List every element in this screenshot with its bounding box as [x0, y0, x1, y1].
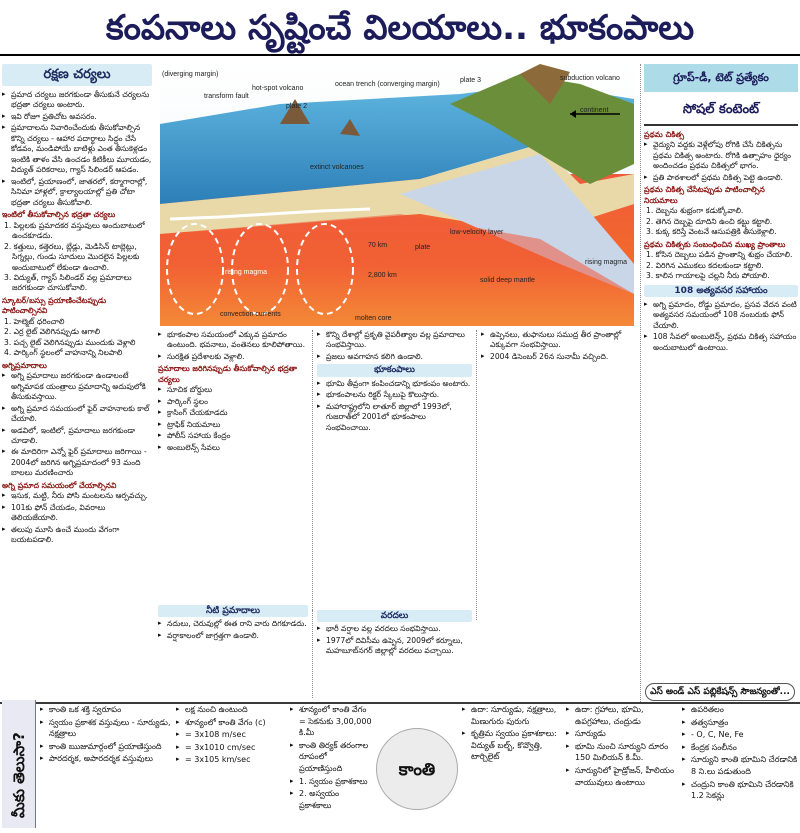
fact-item: ▸ ఉదా: గ్రహాలు, భూమి, ఉపగ్రహాలు, చంద్రుడు: [566, 704, 678, 727]
bullet-item: ▸ తలుపు మూసి ఉంచే ముందు వేగంగా బయటపడాలి.: [2, 525, 152, 546]
bullet-item: ▸ ట్రాఫిక్ నియమాలు: [158, 420, 308, 430]
floods-heading: వరదలు: [317, 610, 472, 622]
fact-item: ▸ సూర్యుని కాంతి భూమిని చేరడానికి 8 ని.లు పడుతుంది: [682, 754, 798, 777]
bullet-item: ▸ అగ్ని ప్రమాద సమయంలో ఫైర్ వాహనాలకు కాల్ చేయాలి.: [2, 404, 152, 425]
list-item: 3. కుక్క కరిస్తే వెంటనే ఆసుపత్రికి తీసుకెళ్లాలి.: [646, 227, 777, 237]
fact-item: ▸ కేంద్రక సంలీనం: [682, 742, 798, 754]
bullet-item: ▸ ఇసుక, మట్టి, నీరు పోసి మంటలను ఆర్పవచ్చు.: [2, 491, 152, 501]
bullet-item: ▸ భారీ వర్షాల వల్ల వరదలు సంభవిస్తాయి.: [317, 624, 472, 634]
bullet-item: ▸ ఇంటిలో, ప్రయాణంలో, జాతరలో, కర్మాగారాల్లో, సినిమా హాళ్లలో, క్రాల్యాలయాల్లో ప్రతి చోటా భద్రతా చర్యలు తీసుకోవాలి.: [2, 177, 152, 208]
left-subheading-travel: స్కూటర్/బస్సు ప్రయాణించేటప్పుడు పాటించాల్సినవి: [2, 295, 107, 316]
list-item: 2. కత్తులు, కత్తెరలు, బ్లేడ్లు, మెడిసిన్ టాబ్లెట్లు, సిగ్నల్లు, గుండు సూదులు మొదలైన పిల్లలకు అందుబాటులో లేకుండా ఉంచాలి.: [4, 241, 140, 272]
fact-item: ▸ 1. స్వయం ప్రకాశకాలు: [290, 776, 372, 788]
fact-item: ▸ కాంతి ఒక శక్తి స్వరూపం: [40, 704, 172, 716]
did-you-know-label: మీకు తెలుసా?: [2, 700, 36, 828]
label-2800km: 2,800 km: [368, 272, 397, 279]
bullet-item: ▸ మహారాష్ట్రలోని లాతూర్ జిల్లాలో 1993లో, గుజరాత్‌లో 2001లో భూకంపాలు సంభవించాయి.: [317, 402, 472, 433]
bottom-col-2: [176, 704, 286, 830]
right-subbanner: సోషల్ కంటెంట్: [644, 96, 798, 126]
list-item: 3. కాలిన గాయాలపై చల్లని నీరు పోయాలి.: [646, 271, 770, 281]
left-bullets: [2, 90, 152, 208]
bullet-item: ▸ అంబులెన్స్ సేవలు: [158, 443, 308, 453]
bottom-col-1: [40, 704, 172, 830]
earthquake-heading: భూకంపాలు: [317, 364, 472, 376]
label-low-velocity: low-velocity layer: [450, 229, 504, 236]
bullet-item: ▸ అగ్ని ప్రమాదాలు జరగకుండా ఉండాలంటే అగ్నిమాపక యంత్రాలు ప్రమాదాన్ని అదుపులోకి తీసుకువస్తాయి.: [2, 371, 152, 402]
fact-item: ▸ స్వయం ప్రకాశక వస్తువులు - సూర్యుడు, నక్షత్రాలు: [40, 717, 172, 740]
bullet-item: ▸ వర్షాకాలంలో జాగ్రత్తగా ఉండాలి.: [158, 631, 308, 641]
safety-actions-heading: ప్రమాదాలు జరిగినప్పుడు తీసుకోవాల్సిన భద్రతా చర్యలు: [158, 364, 297, 384]
bottom-col-4: [462, 704, 562, 830]
bottom-col-6: [682, 704, 798, 830]
fact-item: ▸ కాంతి తిర్యక్ తరంగాల రూపంలో ప్రయాణిస్తుంది: [290, 740, 372, 775]
left-fire-list: [2, 371, 152, 479]
list-item: 3. విద్యుత్, గ్యాస్ సిలిండర్ వల్ల ప్రమాదాలు జరగకుండా చూసుకోవాలి.: [4, 272, 132, 293]
left-subheading-fire: అగ్నిప్రమాదాలు: [2, 360, 47, 370]
bullet-item: ▸ నదులు, చెరువుల్లో ఈత రాని వారు దిగకూడదు.: [158, 619, 308, 629]
mid-lower-col-b: [158, 605, 308, 697]
left-subheading-fire-actions: అగ్ని ప్రమాద సమయంలో చేయాల్సినవి: [2, 480, 117, 490]
right-banner: గ్రూప్-డీ, టెట్ ప్రత్యేకం: [644, 64, 798, 92]
first-aid-heading: ప్రథమ చికిత్స: [644, 130, 685, 139]
bullet-item: ▸ ప్రమాదాలను నివారించేందుకు తీసుకోవాల్సిన కొన్ని చర్యలు - ఆహార పదార్థాలు సిద్ధం చేసే కోడవం, మండిపోయే బాటిళ్లు ఎంత తీసుకెళ్లడం ఇంటికి తాళం వేసి ఉంచడం కిటికీలు మూయడం, విద్యుత్ పరికరాలు, గ్యాస్ సిలిండర్ ఆపడం.: [2, 123, 152, 175]
label-plate: plate: [415, 244, 431, 251]
bottom-col-5: [566, 704, 678, 830]
label-solid-mantle: solid deep mantle: [480, 277, 535, 284]
plate-tectonics-diagram: [160, 64, 634, 326]
left-column: [2, 64, 152, 704]
first-aid-areas-heading: ప్రథమ చికిత్సకు సంబంధించిన ముఖ్య ప్రాంతాలు: [644, 239, 786, 249]
water-hazards-heading: నీటి ప్రమాదాలు: [158, 605, 308, 617]
fact-item: ▸ సూర్యుడు: [566, 728, 678, 740]
left-travel-list: [2, 317, 152, 359]
bullet-item: ▸ వైద్యుని వద్దకు వెళ్లేలోపు రోగికి చేసే చికిత్సను ప్రథమ చికిత్స అంటారు. రోగికి ఉత్సాహం ధైర్యం అందించడం ప్రథమ చికిత్సలో భాగం.: [644, 140, 798, 171]
bullet-item: ▸ సురక్షిత ప్రదేశాలకు వెళ్లాలి.: [158, 352, 308, 362]
left-fire-actions-list: [2, 491, 152, 545]
fact-item: ▸ 2. అస్వయం ప్రకాశకాలు: [290, 788, 372, 811]
list-item: 2. తెగిన దెబ్బపై దూదిని ఉంచి కట్టు కట్టాలి.: [646, 216, 773, 226]
bullet-item: ▸ ఇవి రోజూ ప్రతిచోట అవసరం.: [2, 112, 152, 122]
fact-item: ▸ = 3x105 km/sec: [176, 754, 286, 766]
mid-col-3: [476, 330, 636, 620]
label-convection: convection currents: [220, 311, 281, 318]
bullet-item: ▸ భూకంపాల సమయంలో ఎక్కువ ప్రమాదం ఉంటుంది. భవనాలు, వంతెనలు కూలిపోతాయి.: [158, 330, 308, 351]
fact-item: ▸ కాంతి ఋజుమార్గంలో ప్రయాణిస్తుంది: [40, 741, 172, 753]
right-column: [640, 64, 798, 704]
publisher-credit: ఎస్ అండ్ ఎస్ పబ్లికేషన్స్ సౌజన్యంతో...: [645, 683, 795, 701]
fact-item: ▸ ఉదా: సూర్యుడు, నక్షత్రాలు, మిణుగురు పురుగు: [462, 704, 562, 727]
label-plate3: plate 3: [460, 77, 482, 84]
fact-item: ▸ శూన్యంలో కాంతి వేగం (c): [176, 717, 286, 729]
bullet-item: ▸ ఉప్పెనలు, తుఫానులు సముద్ర తీర ప్రాంతాల్లో ఎక్కువగా సంభవిస్తాయి.: [481, 330, 636, 351]
bullet-item: ▸ భూకంపాలను రిక్టర్ స్కేలుపై కొలుస్తారు.: [317, 390, 472, 400]
left-subheading-home: ఇంటిలో తీసుకోవాల్సిన భద్రతా చర్యలు: [2, 210, 116, 220]
fact-item: ▸ తత్వసూత్రం: [682, 717, 798, 729]
fact-item: ▸ = 3x1010 cm/sec: [176, 742, 286, 754]
bullet-item: ▸ క్రాసింగ్ చేయకూడదు: [158, 408, 308, 418]
list-item: 1. దెబ్బను శుభ్రంగా కడుక్కోవాలి.: [646, 206, 744, 216]
label-trench: ocean trench (converging margin): [335, 81, 440, 88]
bullet-item: ▸ అగ్ని ప్రమాదం, రోడ్డు ప్రమాదం, ప్రసవ వేదన వంటి అత్యవసర సమయంలో 108 నంబరుకు ఫోన్ చేయాలి.: [644, 300, 798, 331]
label-rising-magma-1: rising magma: [225, 269, 268, 276]
bullet-item: ▸ కొన్ని దేశాల్లో ప్రకృతి వైపరీత్యాల వల్ల ప్రమాదాలు సంభవిస్తాయి.: [317, 330, 472, 351]
left-heading: రక్షణ చర్యలు: [2, 64, 152, 86]
bullet-item: ▸ పోలీస్ సహాయ కేంద్రం: [158, 431, 308, 441]
bullet-item: ▸ సూచిక బోర్డులు: [158, 385, 308, 395]
fact-item: ▸ భూమి నుంచి సూర్యుని దూరం 150 మిలియన్ కి.మీ.: [566, 741, 678, 764]
fact-item: ▸ = 3x108 m/sec: [176, 729, 286, 741]
fact-item: ▸ ఉపరితలం: [682, 704, 798, 716]
label-plate2: plate 2: [286, 103, 308, 110]
fact-item: ▸ లక్ష నుంచి ఉంటుంది: [176, 704, 286, 716]
mid-lower-col-c: [312, 610, 472, 698]
label-rising-magma-2: rising magma: [585, 259, 628, 266]
fact-item: ▸ శూన్యంలో కాంతి వేగం = సెకనుకు 3,00,000 కి.మీ: [290, 704, 372, 739]
emergency-108-heading: 108 అత్యవసర సహాయం: [644, 285, 798, 297]
fact-item: ▸ సూర్యునిలో హైడ్రోజన్, హీలియం వాయువులు ఉంటాయి: [566, 765, 678, 788]
left-home-list: [2, 221, 152, 294]
label-diverging: (diverging margin): [162, 71, 219, 78]
mid-col-1: [158, 330, 308, 620]
fact-item: ▸ చంద్రుని కాంతి భూమిని చేరడానికి 1.2 సెకన్లు: [682, 779, 798, 802]
label-subduction: subduction volcano: [560, 75, 620, 82]
list-item: 4. పార్కింగ్ స్థలంలో వాహనాన్ని నిలపాలి: [4, 348, 123, 358]
fact-item: ▸ కృత్రిమ స్వయం ప్రకాశకాలు: విద్యుత్ బల్బ్, కొవ్వొత్తి, టార్చిలైట్: [462, 728, 562, 763]
list-item: 1. కోసిన దెబ్బలు పడిన ప్రాంతాన్ని శుభ్రం చేయాలి.: [646, 250, 793, 260]
list-item: 1. పిల్లలకు ప్రమాదకర వస్తువులు అందుబాటులో ఉంచకూడదు.: [4, 220, 145, 241]
list-item: 3. పచ్చ లైట్ వెలిగినప్పుడు ముందుకు వెళ్లాలి: [4, 337, 136, 347]
fact-item: ▸ పారదర్శక, అపారదర్శక వస్తువులు: [40, 753, 172, 765]
bullet-item: ▸ 101కు ఫోన్ చేయడం, వివరాలు తెలియజేయాలి.: [2, 503, 152, 524]
label-extinct: extinct volcanoes: [310, 164, 364, 171]
light-topic-badge: కాంతి: [376, 728, 458, 810]
bullet-item: ▸ పార్కింగ్ స్థలం: [158, 397, 308, 407]
label-70km: 70 km: [368, 242, 388, 249]
bullet-item: ▸ భూమి తీవ్రంగా కంపించడాన్ని భూకంపం అంటారు.: [317, 379, 472, 389]
label-hotspot: hot-spot volcano: [252, 85, 304, 92]
list-item: 2. విరిగిన ఎముకలు కదలకుండా కట్టాలి.: [646, 260, 764, 270]
mid-col-2: [312, 330, 472, 620]
bullet-item: ▸ 108 సేవలో అంబులెన్స్, ప్రథమ చికిత్స సహాయం అందుబాటులో ఉంటాయి.: [644, 332, 798, 353]
bullet-item: ▸ ప్రమాద చర్యలు జరగకుండా తీసుకునే చర్యలను భద్రతా చర్యలు అంటారు.: [2, 90, 152, 111]
bullet-item: ▸ ఈ మాదిరిగా ఎన్నో ఫైర్ ప్రమాదాలు జరిగాయి - 2004లో జరిగిన అగ్నిప్రమాదంలో 93 మంది బాలలు మరణించారు: [2, 447, 152, 478]
first-aid-rules-heading: ప్రథమ చికిత్స చేసేటప్పుడు పాటించాల్సిన నియమాలు: [644, 185, 765, 205]
label-transform: transform fault: [204, 93, 249, 100]
bullet-item: ▸ ప్రతి పాఠశాలలో ప్రథమ చికిత్స పెట్టె ఉండాలి.: [644, 173, 798, 183]
bullet-item: ▸ అడవిలో, ఇంటిలో, ప్రమాదాలు జరగకుండా చూడాలి.: [2, 426, 152, 447]
bottom-col-3: [290, 704, 372, 830]
fact-item: ▸ - O, C, Ne, Fe: [682, 729, 798, 741]
label-core: molten core: [355, 315, 392, 322]
bullet-item: ▸ 2004 డిసెంబర్ 26న సునామీ వచ్చింది.: [481, 352, 636, 362]
label-continent: continent: [580, 107, 609, 114]
bullet-item: ▸ 1977లో దివిసీమ ఉప్పెన, 2009లో కర్నూలు, మహబూబ్‌నగర్ జిల్లాల్లో వరదలు వచ్చాయి.: [317, 636, 472, 657]
bullet-item: ▸ ప్రజలు అవగాహన కలిగి ఉండాలి.: [317, 352, 472, 362]
list-item: 1. హెల్మెట్ ధరించాలి: [4, 316, 65, 326]
page-title: కంపనాలు సృష్టించే విలయాలు.. భూకంపాలు: [0, 0, 800, 56]
list-item: 2. ఎర్ర లైట్ వెలిగినప్పుడు ఆగాలి: [4, 327, 101, 337]
